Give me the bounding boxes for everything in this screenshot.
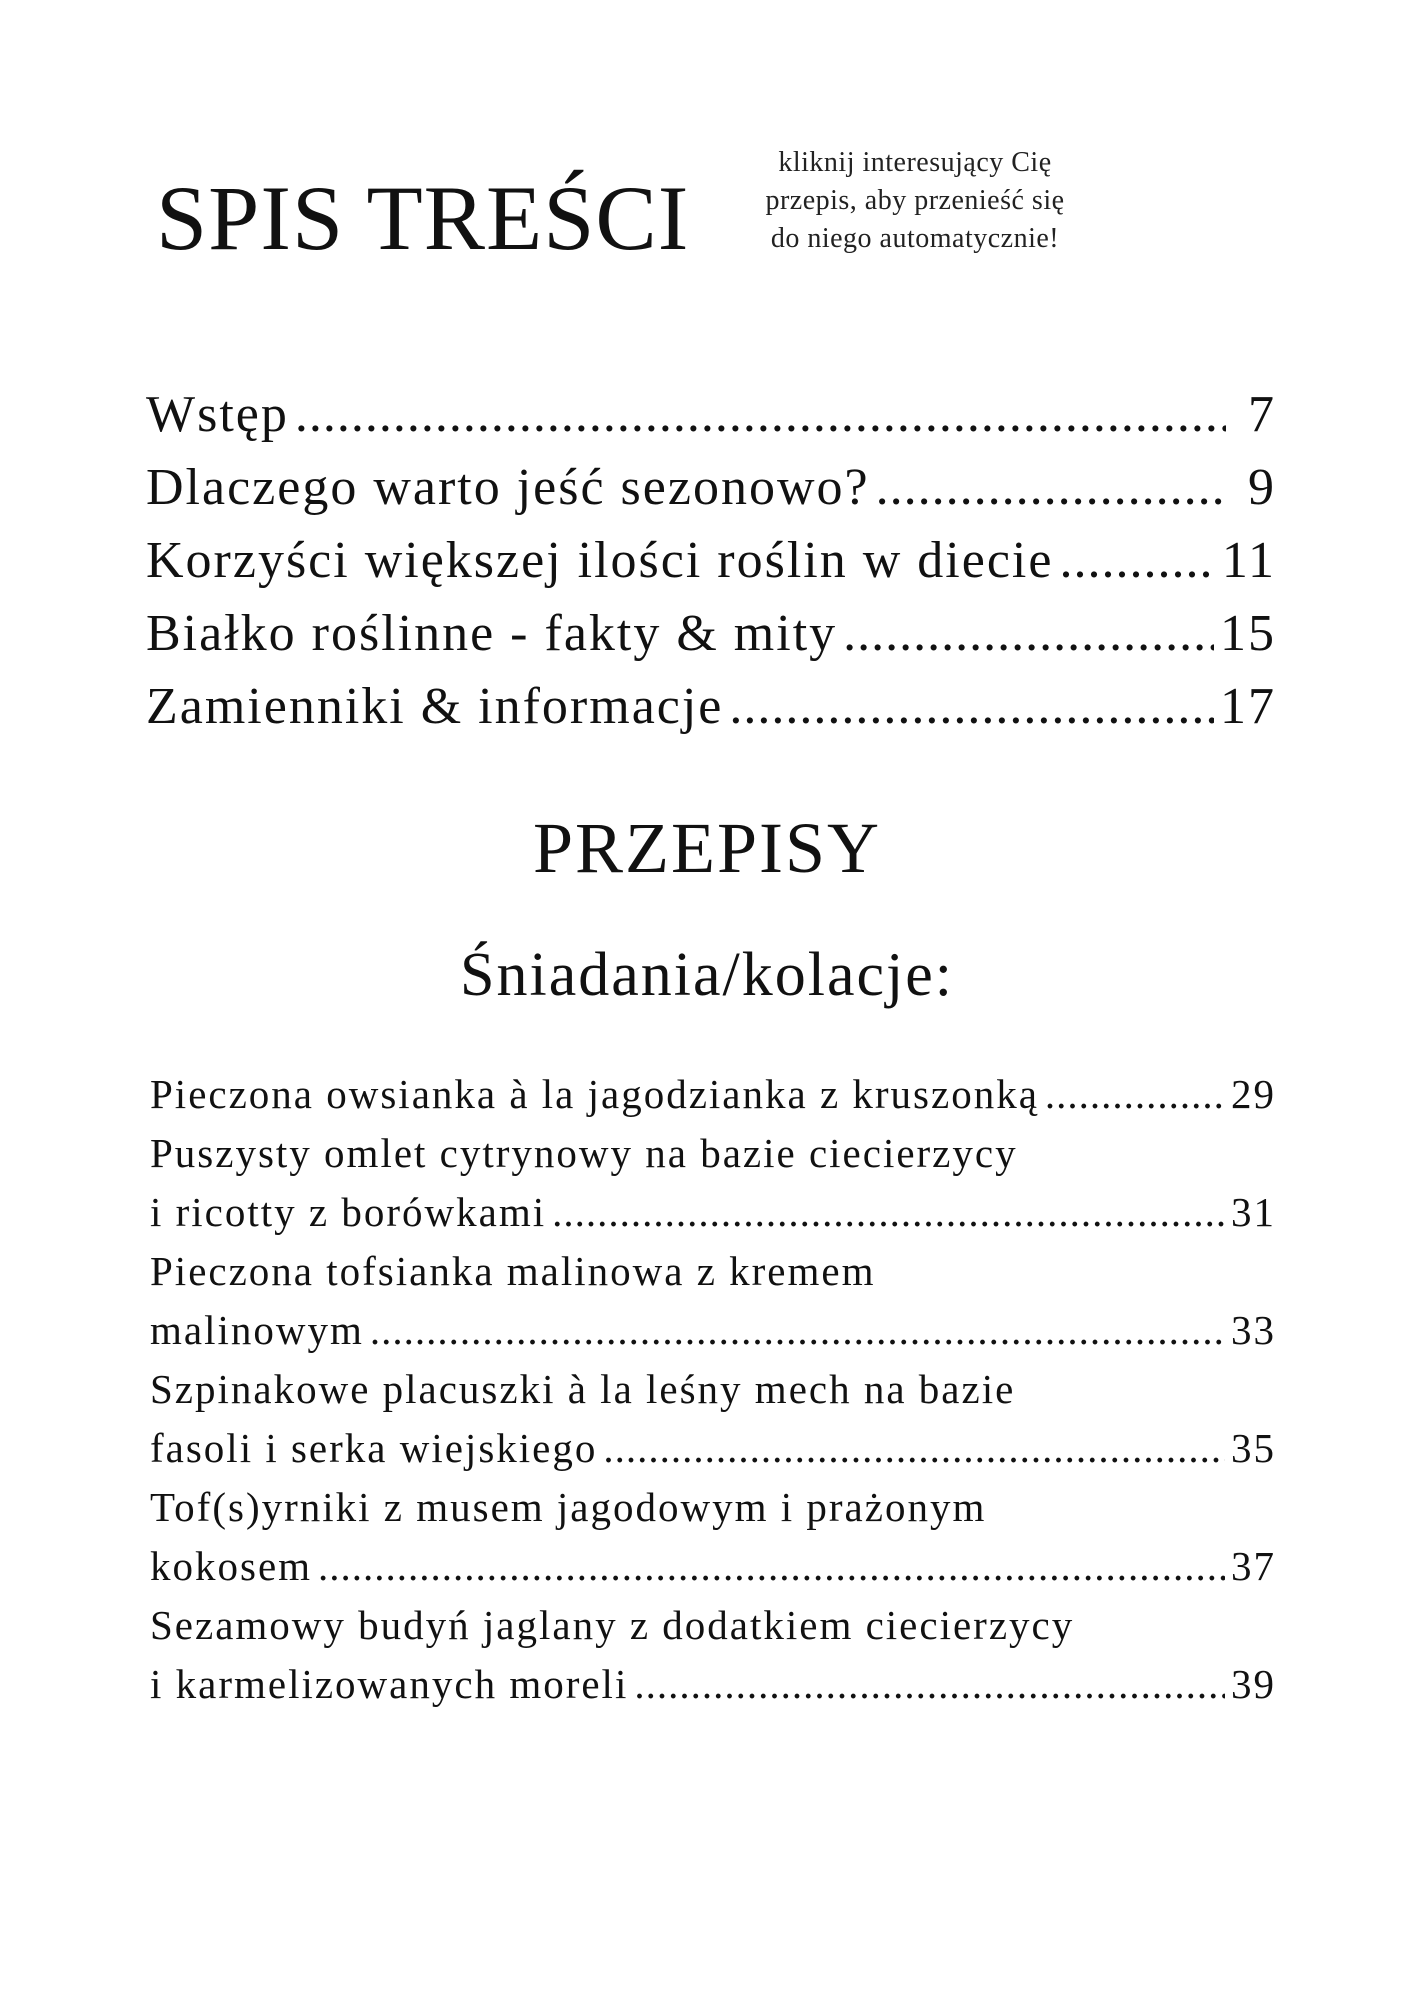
dot-leader <box>876 458 1226 517</box>
page-number: 31 <box>1231 1189 1276 1235</box>
recipe-entry-line <box>150 1188 1276 1247</box>
recipe-title-line: Sezamowy budyń jaglany z dodatkiem ciecierzycy <box>150 1602 1075 1648</box>
recipe-link-tofsyrniki[interactable] <box>150 1483 1276 1601</box>
instruction-line: kliknij interesujący Cię <box>778 147 1052 178</box>
toc-link-bialko[interactable] <box>146 604 1276 677</box>
page-number: 11 <box>1221 532 1276 589</box>
recipe-title: i ricotty z borówkami <box>150 1189 547 1235</box>
dot-leader <box>370 1306 1225 1354</box>
recipe-entry-line <box>150 1542 1276 1601</box>
recipe-title: kokosem <box>150 1543 313 1589</box>
page-number: 35 <box>1231 1425 1276 1471</box>
dot-leader <box>603 1424 1225 1472</box>
recipe-entry-line <box>150 1306 1276 1365</box>
page-number: 17 <box>1220 678 1276 735</box>
recipe-title: Pieczona owsianka à la jagodzianka z kruszonką <box>150 1071 1039 1117</box>
recipe-link-tofsianka[interactable] <box>150 1247 1276 1365</box>
recipe-title-line: Pieczona tofsianka malinowa z kremem <box>150 1248 876 1294</box>
recipe-link-placuszki[interactable] <box>150 1365 1276 1483</box>
page-number: 15 <box>1220 605 1276 662</box>
instruction-note <box>730 144 1100 258</box>
page-number: 37 <box>1231 1543 1276 1589</box>
recipes-heading: PRZEPISY <box>532 808 882 888</box>
recipe-title: malinowym <box>150 1307 364 1353</box>
page-number: 33 <box>1231 1307 1276 1353</box>
recipe-link-owsianka[interactable] <box>150 1070 1276 1129</box>
dot-leader <box>843 604 1214 663</box>
page-number: 9 <box>1248 459 1276 516</box>
toc-label: Korzyści większej ilości roślin w diecie <box>146 532 1054 589</box>
toc-link-wstep[interactable] <box>146 385 1276 458</box>
recipe-title-line: Tof(s)yrniki z musem jagodowym i prażonym <box>150 1484 987 1530</box>
recipe-title-line: Puszysty omlet cytrynowy na bazie ciecierzycy <box>150 1130 1018 1176</box>
dot-leader <box>634 1660 1225 1708</box>
toc-link-sezonowo[interactable] <box>146 458 1276 531</box>
dot-leader <box>318 1542 1225 1590</box>
table-of-contents <box>146 385 1276 750</box>
dot-leader <box>552 1188 1225 1236</box>
dot-leader <box>1059 531 1215 590</box>
page-number: 7 <box>1248 386 1276 443</box>
recipe-link-omlet[interactable] <box>150 1129 1276 1247</box>
recipe-entry-line <box>150 1070 1276 1129</box>
recipe-list <box>150 1070 1276 1719</box>
toc-link-korzysci[interactable] <box>146 531 1276 604</box>
recipe-title: i karmelizowanych moreli <box>150 1661 629 1707</box>
toc-label: Dlaczego warto jeść sezonowo? <box>146 459 870 516</box>
dot-leader <box>295 385 1226 444</box>
instruction-line: przepis, aby przenieść się <box>765 185 1065 216</box>
toc-label: Zamienniki & informacje <box>146 678 724 735</box>
recipe-entry-line <box>150 1660 1276 1719</box>
toc-label: Wstęp <box>146 386 289 443</box>
toc-link-zamienniki[interactable] <box>146 677 1276 750</box>
dot-leader <box>1045 1070 1225 1118</box>
toc-label: Białko roślinne - fakty & mity <box>146 605 838 662</box>
recipe-title: fasoli i serka wiejskiego <box>150 1425 598 1471</box>
dot-leader <box>729 677 1214 736</box>
instruction-line: do niego automatycznie! <box>770 223 1060 254</box>
recipe-title-line: Szpinakowe placuszki à la leśny mech na bazie <box>150 1366 1016 1412</box>
recipe-link-budyn[interactable] <box>150 1601 1276 1719</box>
category-heading: Śniadania/kolacje: <box>460 941 954 1009</box>
page-number: 39 <box>1231 1661 1276 1707</box>
page-title: SPIS TREŚCI <box>156 167 690 269</box>
recipe-entry-line <box>150 1424 1276 1483</box>
page-number: 29 <box>1231 1071 1276 1117</box>
